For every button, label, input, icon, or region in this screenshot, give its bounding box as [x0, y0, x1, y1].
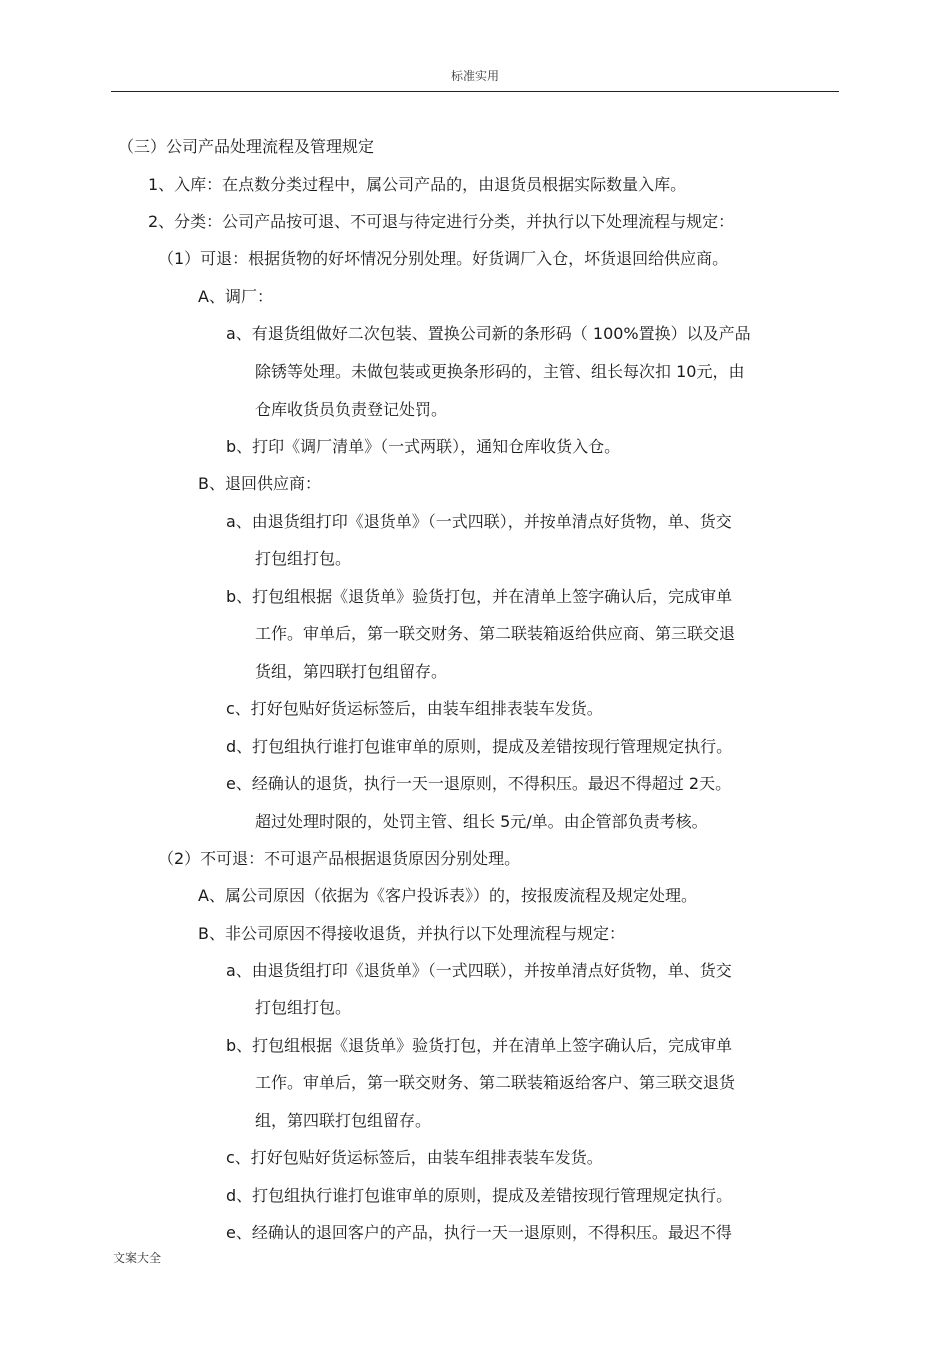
text-line: 组，第四联打包组留存。 — [255, 1111, 432, 1130]
text-line: b、打包组根据《退货单》验货打包，并在清单上签字确认后，完成审单 — [226, 587, 733, 606]
text-line: d、打包组执行谁打包谁审单的原则，提成及差错按现行管理规定执行。 — [226, 1186, 733, 1205]
text-line: 工作。审单后，第一联交财务、第二联装箱返给供应商、第三联交退 — [255, 624, 736, 643]
text-line: 仓库收货员负责登记处罚。 — [255, 400, 448, 419]
text-line: 打包组打包。 — [255, 549, 352, 568]
text-line: 除锈等处理。未做包装或更换条形码的，主管、组长每次扣 10元，由 — [255, 362, 745, 381]
text-line: e、经确认的退回客户的产品，执行一天一退原则，不得积压。最迟不得 — [226, 1223, 732, 1242]
text-line: B、退回供应商： — [198, 474, 321, 493]
text-line: （2）不可退：不可退产品根据退货原因分别处理。 — [158, 849, 521, 868]
text-line: c、打好包贴好货运标签后，由装车组排表装车发货。 — [226, 699, 603, 718]
text-line: 货组，第四联打包组留存。 — [255, 662, 448, 681]
text-line: 打包组打包。 — [255, 998, 352, 1017]
text-line: b、打包组根据《退货单》验货打包，并在清单上签字确认后，完成审单 — [226, 1036, 733, 1055]
text-line: A、调厂： — [198, 287, 273, 306]
text-line: b、打印《调厂清单》（一式两联），通知仓库收货入仓。 — [226, 437, 621, 456]
header-rule — [111, 91, 839, 92]
text-line: B、非公司原因不得接收退货，并执行以下处理流程与规定： — [198, 924, 625, 943]
section-heading: （三）公司产品处理流程及管理规定 — [118, 137, 375, 156]
text-line: c、打好包贴好货运标签后，由装车组排表装车发货。 — [226, 1148, 603, 1167]
text-line: a、由退货组打印《退货单》（一式四联），并按单清点好货物，单、货交 — [226, 512, 732, 531]
text-line: 超过处理时限的，处罚主管、组长 5元/单。由企管部负责考核。 — [255, 812, 708, 831]
text-line: d、打包组执行谁打包谁审单的原则，提成及差错按现行管理规定执行。 — [226, 737, 733, 756]
text-line: a、由退货组打印《退货单》（一式四联），并按单清点好货物，单、货交 — [226, 961, 732, 980]
text-line: 2、分类：公司产品按可退、不可退与待定进行分类，并执行以下处理流程与规定： — [148, 212, 735, 231]
page-footer: 文案大全 — [113, 1251, 162, 1265]
page-header: 标准实用 — [450, 69, 499, 83]
text-line: a、有退货组做好二次包装、置换公司新的条形码（ 100%置换）以及产品 — [226, 324, 751, 343]
text-line: （1）可退：根据货物的好坏情况分别处理。好货调厂入仓，坏货退回给供应商。 — [158, 249, 729, 268]
text-line: A、属公司原因（依据为《客户投诉表》）的，按报废流程及规定处理。 — [198, 886, 697, 905]
text-line: e、经确认的退货，执行一天一退原则，不得积压。最迟不得超过 2天。 — [226, 774, 732, 793]
text-line: 1、入库：在点数分类过程中，属公司产品的，由退货员根据实际数量入库。 — [148, 175, 687, 194]
text-line: 工作。审单后，第一联交财务、第二联装箱返给客户、第三联交退货 — [255, 1073, 736, 1092]
